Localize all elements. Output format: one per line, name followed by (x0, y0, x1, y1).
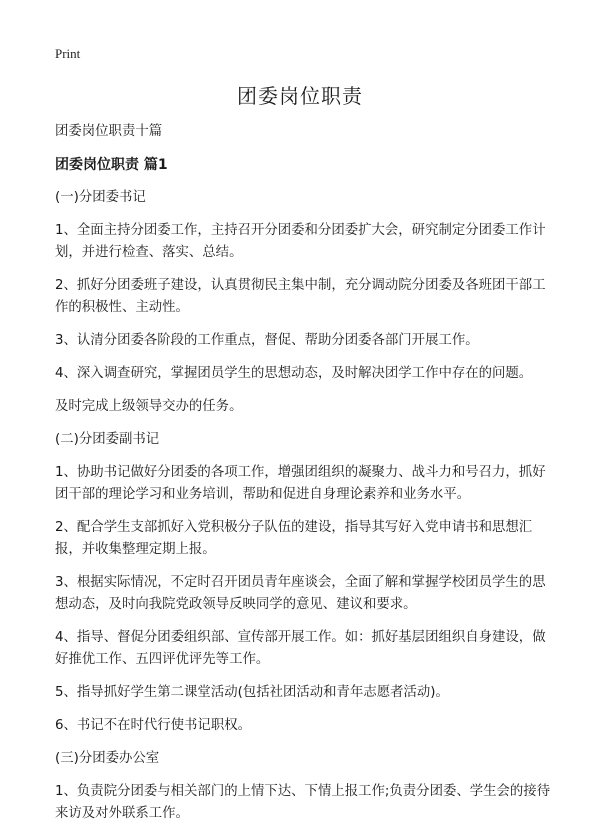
part3-heading: (三)分团委办公室 (55, 751, 160, 766)
document-title: 团委岗位职责 (237, 84, 363, 108)
part2-item: 5、指导抓好学生第二课堂活动(包括社团活动和青年志愿者活动)。 (55, 685, 449, 700)
part2-item: 3、根据实际情况，不定时召开团员青年座谈会，全面了解和掌握学校团员学生的思想动态，及时向我院党政领导反映同学的意见、建议和要求。 (55, 575, 546, 612)
part1-item: 及时完成上级领导交办的任务。 (55, 399, 243, 414)
part2-item: 2、配合学生支部抓好入党积极分子队伍的建设，指导其写好入党申请书和思想汇报，并收集整理定期上报。 (55, 520, 533, 557)
document-subtitle: 团委岗位职责十篇 (55, 124, 163, 139)
section-title: 团委岗位职责 篇1 (55, 157, 168, 173)
part2-item: 4、指导、督促分团委组织部、宣传部开展工作。如：抓好基层团组织自身建设，做好推优工作、五四评优评先等工作。 (55, 630, 546, 667)
document-body (55, 121, 553, 836)
part2-item: 6、书记不在时代行使书记职权。 (55, 718, 251, 733)
print-label: Print (55, 46, 81, 61)
part1-item: 1、全面主持分团委工作，主持召开分团委和分团委扩大会，研究制定分团委工作计划，并进行检查、落实、总结。 (55, 223, 546, 260)
part1-item: 2、抓好分团委班子建设，认真贯彻民主集中制，充分调动院分团委及各班团干部工作的积极性、主动性。 (55, 278, 546, 315)
part1-item: 3、认清分团委各阶段的工作重点，督促、帮助分团委各部门开展工作。 (55, 333, 479, 348)
part2-item: 1、协助书记做好分团委的各项工作，增强团组织的凝聚力、战斗力和号召力，抓好团干部的理论学习和业务培训，帮助和促进自身理论素养和业务水平。 (55, 465, 546, 502)
part1-item: 4、深入调查研究，掌握团员学生的思想动态，及时解决团学工作中存在的问题。 (55, 366, 533, 381)
part3-item: 1、负责院分团委与相关部门的上情下达、下情上报工作;负责分团委、学生会的接待来访及对外联系工作。 (55, 784, 551, 821)
part2-heading: (二)分团委副书记 (55, 432, 160, 447)
part1-heading: (一)分团委书记 (55, 190, 146, 205)
